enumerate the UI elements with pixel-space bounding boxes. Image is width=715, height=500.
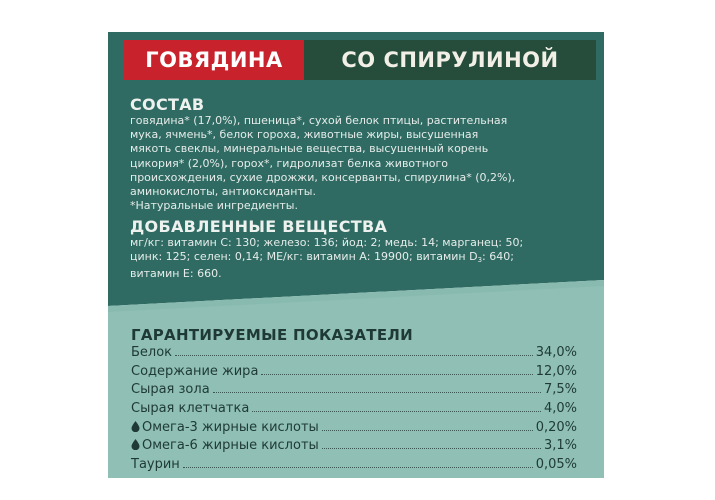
- drop-icon: [131, 421, 140, 432]
- composition-line: говядина* (17,0%), пшеница*, сухой белок птицы, растительная: [130, 114, 508, 127]
- additives-line: цинк: 125; селен: 0,14; МЕ/кг: витамин А: 19900; витамин $D_3$: 640;: [130, 250, 514, 265]
- table-row: Сырая зола 7,5%: [131, 382, 577, 398]
- guaranteed-table: [131, 345, 577, 476]
- drop-icon: [131, 439, 140, 450]
- additives-title: ДОБАВЛЕННЫЕ ВЕЩЕСТВА: [130, 217, 388, 236]
- composition-line: цикория* (2,0%), горох*, гидролизат белка животного: [130, 156, 448, 170]
- composition-section: [130, 96, 590, 213]
- additives-line: витамин Е: 660.: [130, 267, 222, 281]
- table-row: Сырая клетчатка 4,0%: [131, 401, 577, 417]
- additives-section: [130, 218, 590, 282]
- table-row: Таурин 0,05%: [131, 457, 577, 473]
- composition-line: мука, ячмень*, белок гороха, животные жиры, высушенная: [130, 128, 479, 142]
- table-row: Содержание жира 12,0%: [131, 363, 577, 379]
- natural-ingredients-note: *Натуральные ингредиенты.: [130, 199, 298, 213]
- table-row: Омега-6 жирные кислоты 3,1%: [131, 438, 577, 457]
- additives-line: мг/кг: витамин С: 130; железо: 136; йод: 2; медь: 14; марганец: 50;: [130, 236, 524, 249]
- composition-title: СОСТАВ: [130, 95, 205, 114]
- table-row: Белок 34,0%: [131, 345, 577, 360]
- composition-line: мякоть свеклы, минеральные вещества, высушенный корень: [130, 142, 489, 156]
- composition-line: происхождения, сухие дрожжи, консерванты, спирулина* (0,2%),: [130, 170, 516, 184]
- guaranteed-title: ГАРАНТИРУЕМЫЕ ПОКАЗАТЕЛИ: [131, 326, 413, 344]
- flavor-label: ГОВЯДИНА: [124, 40, 304, 80]
- table-row: Омега-3 жирные кислоты 0,20%: [131, 420, 577, 439]
- composition-line: аминокислоты, антиоксиданты.: [130, 185, 316, 199]
- spirulina-label: СО СПИРУЛИНОЙ: [304, 40, 596, 80]
